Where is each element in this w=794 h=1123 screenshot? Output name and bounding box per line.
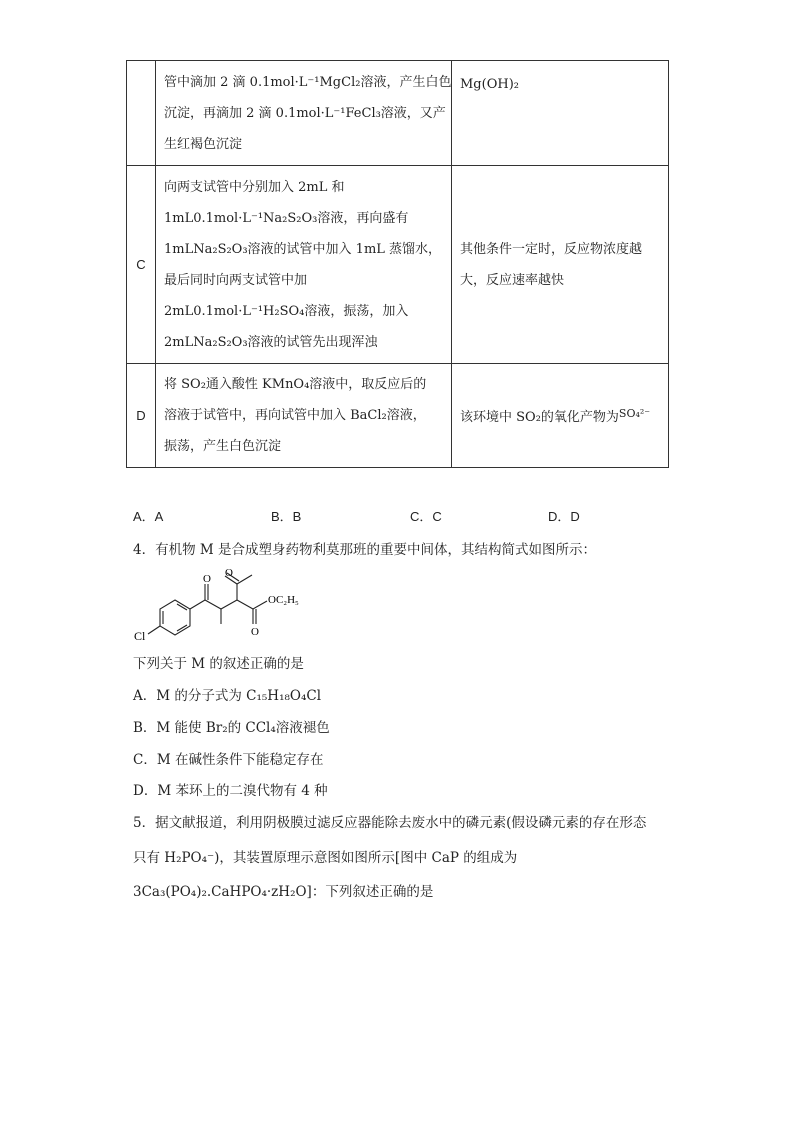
q5-line-3: 3Ca₃(PO₄)₂.CaHPO₄·zH₂O]：下列叙述正确的是	[133, 884, 434, 900]
q3-option-a[interactable]: A．A	[133, 509, 164, 524]
table-row-b	[127, 61, 669, 166]
table-row-c	[127, 166, 669, 364]
q5-line-1: 5．据文献报道，利用阴极膜过滤反应器能除去废水中的磷元素(假设磷元素的存在形态	[133, 815, 647, 831]
row-label-d: D	[127, 364, 156, 468]
row-c-procedure	[156, 166, 452, 364]
q4-ask: 下列关于 M 的叙述正确的是	[133, 656, 304, 672]
q3-option-c[interactable]: C．C	[410, 509, 442, 524]
row-c-line-3: 1mLNa₂S₂O₃溶液的试管中加入 1mL 蒸馏水，	[164, 241, 442, 257]
row-b-procedure	[156, 61, 452, 166]
row-label-c: C	[127, 166, 156, 364]
row-d-procedure	[156, 364, 452, 468]
row-d-conclusion	[452, 364, 669, 468]
row-c-conclusion-line-1: 其他条件一定时，反应物浓度越	[460, 241, 643, 257]
q4-option-d[interactable]: D．M 苯环上的二溴代物有 4 种	[133, 783, 328, 799]
row-c-line-2: 1mL0.1mol·L⁻¹Na₂S₂O₃溶液，再向盛有	[164, 210, 409, 226]
row-c-line-1: 向两支试管中分别加入 2mL 和	[164, 179, 345, 195]
row-b-line-2: 沉淀，再滴加 2 滴 0.1mol·L⁻¹FeCl₃溶液，又产	[164, 105, 446, 121]
q4-structure-diagram	[130, 566, 330, 646]
chlorine-label: Cl	[134, 629, 146, 643]
row-b-conclusion: Mg(OH)₂	[452, 61, 669, 166]
experiment-table	[126, 60, 669, 468]
row-c-line-6: 2mLNa₂S₂O₃溶液的试管先出现浑浊	[164, 334, 378, 350]
q3-option-d[interactable]: D．D	[548, 509, 580, 524]
q4-option-c[interactable]: C．M 在碱性条件下能稳定存在	[133, 752, 324, 768]
carbonyl-oxygen-label: O	[203, 573, 211, 585]
q3-option-b[interactable]: B．B	[271, 509, 302, 524]
row-d-line-3: 振荡，产生白色沉淀	[164, 439, 282, 454]
q4-stem: 4．有机物 M 是合成塑身药物利莫那班的重要中间体，其结构简式如图所示：	[133, 542, 596, 558]
row-d-conclusion-text: 该环境中 SO₂的氧化产物为	[460, 410, 619, 425]
ester-group-label: OC₂H₅	[268, 594, 299, 606]
row-label-b	[127, 61, 156, 166]
q5-line-2: 只有 H₂PO₄⁻)，其装置原理示意图如图所示[图中 CaP 的组成为	[133, 850, 518, 866]
q4-option-a[interactable]: A．M 的分子式为 C₁₅H₁₈O₄Cl	[133, 688, 322, 704]
row-d-conclusion-formula: SO₄²⁻	[618, 407, 651, 420]
row-d-line-1: 将 SO₂通入酸性 KMnO₄溶液中，取反应后的	[164, 377, 427, 392]
table-row-d	[127, 364, 669, 468]
q4-option-b[interactable]: B．M 能使 Br₂的 CCl₄溶液褪色	[133, 720, 330, 736]
row-b-line-1: 管中滴加 2 滴 0.1mol·L⁻¹MgCl₂溶液，产生白色	[164, 74, 452, 90]
row-c-conclusion	[452, 166, 669, 364]
row-d-line-2: 溶液于试管中，再向试管中加入 BaCl₂溶液，	[164, 408, 426, 423]
row-c-line-4: 最后同时向两支试管中加	[164, 272, 308, 288]
acetyl-oxygen-label: O	[225, 567, 233, 579]
benzene-ring	[160, 600, 190, 635]
ester-oxygen-label: O	[251, 626, 259, 638]
row-b-line-3: 生红褐色沉淀	[164, 136, 243, 152]
row-c-line-5: 2mL0.1mol·L⁻¹H₂SO₄溶液，振荡，加入	[164, 303, 409, 319]
row-c-conclusion-line-2: 大，反应速率越快	[460, 272, 565, 288]
